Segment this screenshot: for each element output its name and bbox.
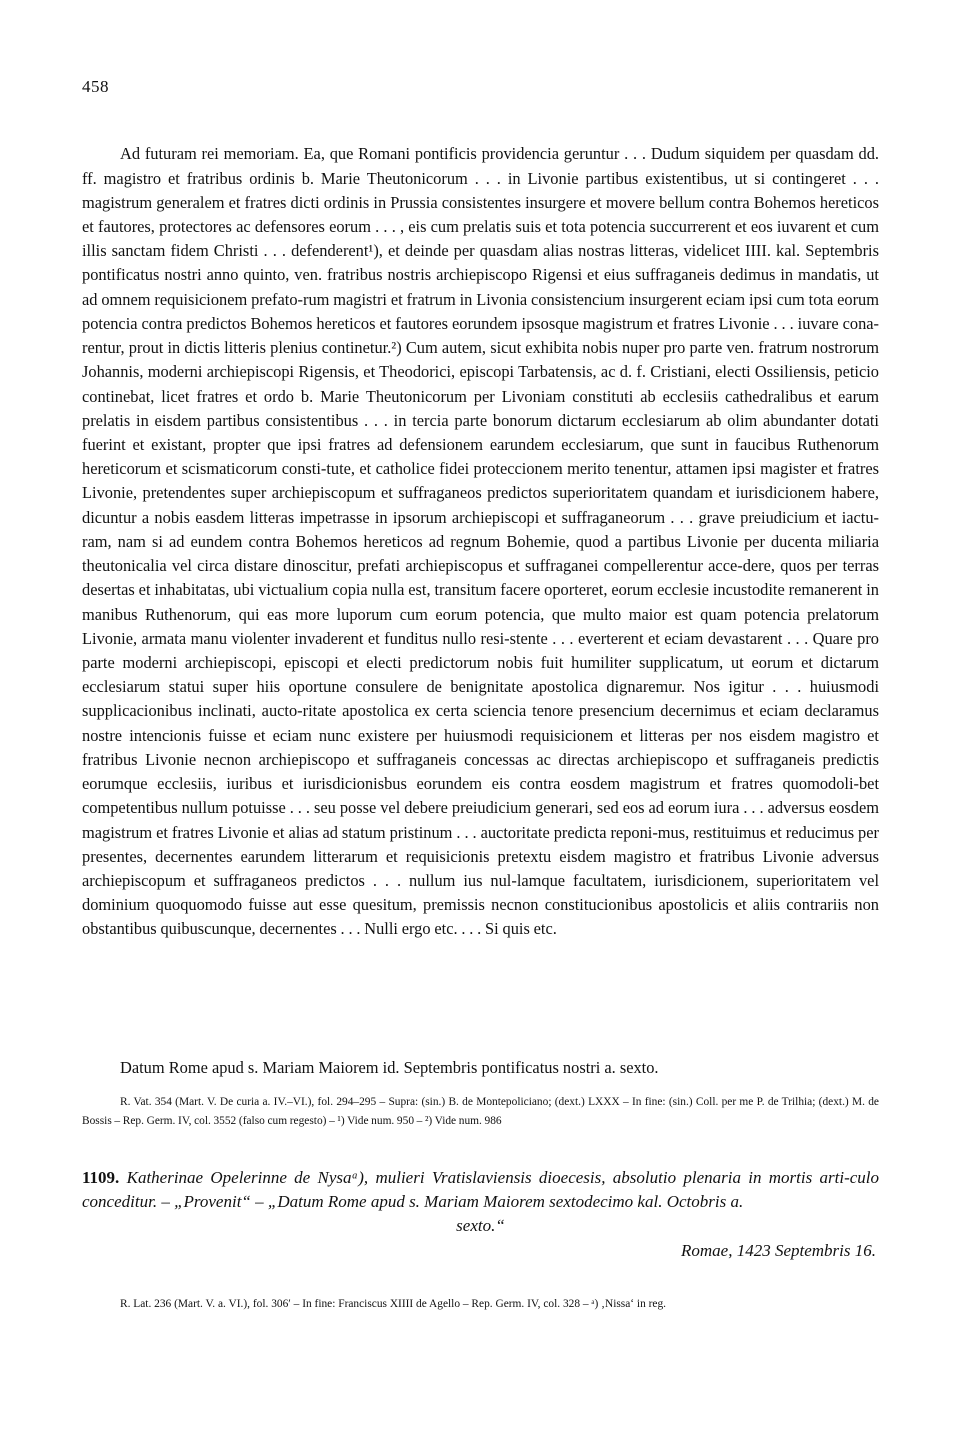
regest-apparatus: R. Lat. 236 (Mart. V. a. VI.), fol. 306′ – In fine: Franciscus XIIII de Agello – Rep. Germ. IV, col. 328 – ᵃ) ‚Nissa‘ in reg. [120,1298,667,1311]
regest-number: 1109. [82,1168,120,1187]
critical-apparatus: R. Vat. 354 (Mart. V. De curia a. IV.–VI.), fol. 294–295 – Supra: (sin.) B. de Montepoliciano; (dext.) LXXX – In fine: (sin.) Coll. per me P. de Trilhia; (dext.) M. de Bossis – Rep. Germ. IV, col. 3552 (falso cum regesto) – ¹) Vide num. 950 – ²) Vide num. 986 [82,1096,879,1128]
regest-text-end: sexto.“ [456,1216,505,1235]
regest-entry [82,1166,879,1238]
dating-clause: Datum Rome apud s. Mariam Maiorem id. Septembris pontificatus nostri a. sexto. [120,1058,659,1078]
page-number: 458 [82,77,109,96]
document-body-text: Ad futuram rei memoriam. Ea, que Romani pontificis providencia geruntur . . . Dudum siquidem per quasdam dd. ff. magistro et fratribus ordinis b. Marie Theutonicorum . . . in Livonie partibus existentibus, ut si contingeret . . . magistrum generalem et fratres dicti ordinis in Prussia consistentes insurgere et movere bellum contra Bohemos hereticos et fautores, protectores ac defensores eorum . . . , eis cum prelatis suis et tota potencia succurrerent et eos iuvarent et cum illis sanctam fidem Christi . . . defenderent¹), et deinde per quasdam alias nostras litteras, videlicet IIII. kal. Septembris pontificatus nostri anno quinto, ven. fratribus nostris archiepiscopo Rigensi et eius suffraganeis dedimus in mandatis, ut ad omnem requisicionem prefato-rum magistri et fratrum in Livonia consistencium insurgerent eciam ipsi cum tota eorum potencia contra predictos Bohemos hereticos et fautores eorundem ipsosque magistrum et fratres Livonie . . . iuvare cona-rentur, prout in dictis litteris plenius continetur.²) Cum autem, sicut exhibita nobis nuper pro parte ven. fratrum nostrorum Johannis, moderni archiepiscopi Rigensis, et Theodorici, episcopi Tarbatensis, ac d. f. Cristiani, electi Ossiliensis, peticio continebat, licet fratres et ordo b. Marie Theutonicorum per Livoniam constituti ab ecclesiis cathedralibus et earum prelatis in eisdem partibus consistentibus . . . in tercia parte bonorum dictarum ecclesiarum ab olim abundanter dotati fuerint et existant, propter que ipsi fratres ad defensionem earundem ecclesiarum, que sunt in faucibus Ruthenorum hereticorum et scismaticorum consti-tute, et catholice fidei proteccionem merito tenentur, attamen ipsi magister et fratres Livonie, pretendentes super archiepiscopum et suffraganeos predictos superioritatem quandam et iurisdicionem habere, dicuntur a nobis easdem litteras impetrasse in ipsorum archiepiscopi et suffraganeorum . . . grave preiudicium et iactu-ram, nam si ad eundem contra Bohemos hereticos ad regnum Bohemie, quod a partibus Livonie per ducenta miliaria theutonicalia vel circa distare dinoscitur, prefati archiepiscopus et suffraganei compellerentur acce-dere, quos per terras desertas et inhabitatas, ubi victualium copia nulla est, transitum facere oporteret, eorum ecclesie incustodite remanerent in manibus Ruthenorum, qui eas more luporum cum eorum potencia, que multo maior est quam potencia prelatorum Livonie, armata manu violenter invaderent et funditus nullo resi-stente . . . everterent et eciam devastarent . . . Quare pro parte moderni archiepiscopi, episcopi et electi predictorum nobis fuit humiliter supplicatum, ut eorum et dictarum ecclesiarum statui super hiis oportune consulere de benignitate apostolica dignaremur. Nos igitur . . . huiusmodi supplicacionibus inclinati, aucto-ritate apostolica ex certa sciencia tenore presencium decernimus et eciam declaramus nostre intencionis fuisse et eciam nunc existere per huiusmodi requisicionem et litteras per nos eisdem magistro et fratribus Livonie necnon archiepiscopo et suffraganeis concessas ac directas archiepiscopo et suffraganeis predictis eorumque ecclesiis, iuribus et iurisdicionisbus eorundem eis contra eosdem magistrum et fratres quomodoli-bet competentibus nullum potuisse . . . seu posse vel debere preiudicium generari, sed eos ad eorum iura . . . adversus eosdem magistrum et fratres Livonie et alias ad statum pristinum . . . auctoritate predicta reponi-mus, restituimus et reducimus per presentes, decernentes earundem litterarum et requisicionis pretextu eisdem magistro et fratribus Livonie adversus archiepiscopum et suffraganeos predictos . . . nullum ius nul-lamque facultatem, iurisdicionem, superioritatem vel dominium quoquomodo fuisse aut esse quesitum, premissis necnon constitucionibus apostolicis et aliis contrariis non obstantibus quibuscunque, decernentes . . . Nulli ergo etc. . . . Si quis etc. [82,144,879,939]
place-and-date: Romae, 1423 Septembris 16. [680,1241,876,1260]
regest-text: Katherinae Opelerinne de Nysaᵃ), mulieri Vratislaviensis dioecesis, absolutio plenaria in mortis arti-culo conceditur. – „Provenit“ – „Datum Rome apud s. Mariam Maiorem sextodecimo kal. Octobris a. [82,1168,879,1211]
